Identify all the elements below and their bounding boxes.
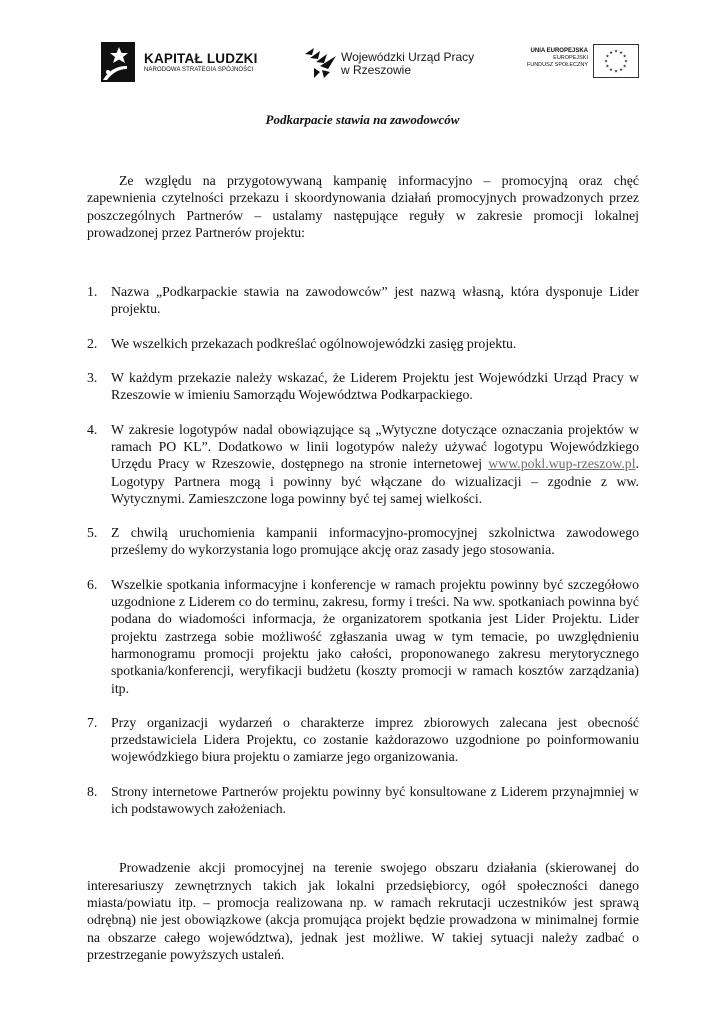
- document-title: Podkarpacie stawia na zawodowców: [265, 112, 460, 127]
- list-item: [87, 369, 639, 404]
- eu-star-icon: ★: [608, 67, 614, 73]
- list-item-text: W każdym przekazie należy wskazać, że Liderem Projektu jest Wojewódzki Urząd Pracy w Rzeszowie w imieniu Samorządu Województwa Podkarpackiego.: [111, 370, 639, 403]
- wup-website-link[interactable]: www.pokl.wup-rzeszow.pl: [488, 456, 636, 472]
- wup-bird-icon: [302, 42, 340, 82]
- list-item: [87, 283, 639, 318]
- list-item: [87, 576, 639, 697]
- eu-star-icon: ★: [618, 67, 624, 73]
- eu-stars-icon: [594, 45, 638, 77]
- wup-name-line2: w Rzeszowie: [341, 63, 412, 77]
- eu-fund-line1: EUROPEJSKI: [553, 55, 588, 61]
- rules-list: [87, 283, 639, 817]
- eu-fund-line2: FUNDUSZ SPOŁECZNY: [526, 62, 588, 68]
- list-item-number: 7.: [87, 714, 98, 730]
- document-body: [87, 172, 639, 963]
- logo-bar: [0, 38, 725, 88]
- list-item-number: 2.: [87, 335, 98, 351]
- eu-star-icon: ★: [623, 58, 629, 64]
- eu-name: UNIA EUROPEJSKA: [530, 48, 588, 54]
- closing-paragraph: Prowadzenie akcji promocyjnej na terenie swojego obszaru działania (skierowanej do interesariuszy zewnętrznych takich jak lokalni przedsiębiorcy, ogół społeczności danego miasta/powiatu itp. – promocja realizowana np. w ramach rekrutacji uczestników jest sprawą odrębną) nie jest obowiązkowe (akcja promująca projekt będzie prowadzona w minimalnej formie na obszarze całego województwa), jednak jest możliwe. W takiej sytuacji należy zadbać o przestrzeganie powyższych ustaleń.: [87, 860, 639, 962]
- eu-star-icon: ★: [605, 53, 610, 59]
- list-item-text: Nazwa „Podkarpackie stawia na zawodowców” jest nazwą własną, która dysponuje Lider projektu.: [111, 284, 639, 317]
- kapital-ludzki-emblem-icon: [97, 40, 141, 84]
- list-item-text: Strony internetowe Partnerów projektu powinny być konsultowane z Liderem przynajmniej w ich podstawowych założeniach.: [111, 783, 639, 817]
- list-item-text: W zakresie logotypów nadal obowiązujące są „Wytyczne dotyczące oznaczania projektów w ramach PO KL”. Dodatkowo w linii logotypów należy używać logotypu Wojewódzkiego Urzędu Pracy w Rzeszowie, dostępnego na stronie internetowej: [111, 421, 639, 472]
- eu-star-icon: ★: [613, 68, 619, 74]
- list-item-text: Wszelkie spotkania informacyjne i konferencje w ramach projektu powinny być szczegółowo uzgodnione z Liderem co do terminu, zakresu, formy i treści. Na ww. spotkaniach powinna być podana do wiadomości informacja, że organizatorem spotkania jest Lider Projektu. Lider projektu zastrzega sobie możliwość zgłaszania uwag w tym temacie, po uwzględnieniu harmonogramu promocji projektu jako całości, proponowanego zakresu merytorycznego spotkania/konferencji, weryfikacji budżetu (koszty promocji w ramach kosztów zarządzania) itp.: [111, 576, 639, 696]
- list-item-number: 6.: [87, 576, 98, 592]
- kapital-ludzki-title: KAPITAŁ LUDZKI: [144, 51, 258, 66]
- list-item-text: Przy organizacji wydarzeń o charakterze imprez zbiorowych zalecana jest obecność przedstawiciela Lidera Projektu, co zostanie każdorazowo uzgodnione po poinformowaniu wojewódzkiego biura projektu o zamiarze jego organizowania.: [111, 714, 639, 765]
- list-item-number: 5.: [87, 525, 98, 541]
- wup-name-line1: Wojewódzki Urząd Pracy: [341, 50, 475, 64]
- list-item-text: Z chwilą uruchomienia kampanii informacyjno-promocyjnej szkolnictwa zawodowego prześlemy do wykorzystania logo promujące akcję oraz zasady jego stosowania.: [111, 525, 639, 558]
- kapital-ludzki-subtitle: NARODOWA STRATEGIA SPÓJNOŚCI: [144, 67, 254, 73]
- intro-paragraph: Ze względu na przygotowywaną kampanię informacyjno – promocyjną oraz chęć zapewnienia czytelności przekazu i skoordynowania działań promocyjnych prowadzonych przez poszczególnych Partnerów – ustalamy następujące reguły w zakresie promocji lokalnej prowadzonej przez Partnerów projektu:: [87, 173, 639, 240]
- list-item: [87, 714, 639, 766]
- eu-star-icon: ★: [618, 49, 624, 55]
- list-item: [87, 421, 639, 507]
- list-item-text: . Logotypy Partnera mogą i powinny być włączane do wizualizacji – zgodnie z ww. Wytycznymi. Zamieszczone loga powinny być tej samej wielkości.: [111, 456, 639, 506]
- eu-star-icon: ★: [622, 53, 627, 59]
- list-item: [87, 335, 639, 352]
- eu-star-icon: ★: [622, 63, 627, 69]
- list-item-number: 3.: [87, 370, 98, 386]
- eu-star-icon: ★: [608, 49, 614, 55]
- eu-star-icon: ★: [605, 63, 610, 69]
- eu-flag: [593, 44, 639, 78]
- eu-star-icon: ★: [603, 58, 609, 64]
- eu-logo: [508, 43, 640, 83]
- list-item: [87, 524, 639, 559]
- list-item-number: 1.: [87, 284, 98, 300]
- list-item: [87, 783, 639, 818]
- eu-star-icon: ★: [613, 48, 619, 54]
- list-item-number: 4.: [87, 421, 98, 437]
- list-item-text: We wszelkich przekazach podkreślać ogólnowojewódzki zasięg projektu.: [111, 335, 517, 351]
- wup-logo: [302, 42, 482, 84]
- kapital-ludzki-logo: [97, 40, 267, 86]
- list-item-number: 8.: [87, 783, 98, 799]
